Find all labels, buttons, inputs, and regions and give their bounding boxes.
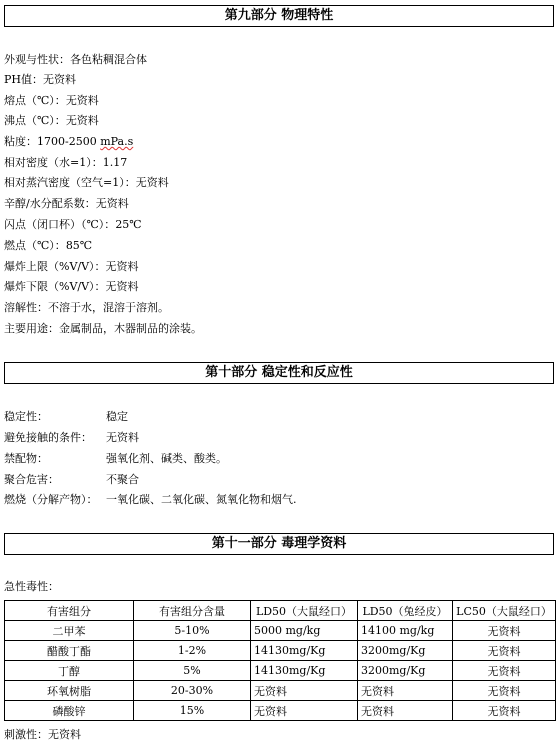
toxicity-table <box>4 600 556 721</box>
melting-point-value: 无资料 <box>65 94 99 107</box>
partition-coefficient-value: 无资料 <box>95 197 129 210</box>
relative-density-value: 1.17 <box>102 156 128 169</box>
ignition-point-label: 燃点（℃）： <box>4 239 66 252</box>
table-row <box>5 681 556 701</box>
section-9-header: 第九部分 物理特性 <box>4 5 554 27</box>
table-cell: 无资料 <box>251 681 358 701</box>
table-cell: 1-2% <box>134 641 251 661</box>
table-cell: 15% <box>134 701 251 721</box>
stability-row <box>4 407 128 427</box>
combustion-products-row <box>4 490 297 510</box>
melting-point-row <box>4 91 99 111</box>
main-use-row <box>4 319 202 339</box>
melting-point-label: 熔点（℃）： <box>4 94 66 107</box>
table-cell: 丁醇 <box>5 661 134 681</box>
stability-value: 稳定 <box>106 410 128 423</box>
table-row <box>5 621 556 641</box>
section-10-header: 第十部分 稳定性和反应性 <box>4 362 554 384</box>
table-cell: 5000 mg/kg <box>251 621 358 641</box>
flash-point-row <box>4 215 142 235</box>
table-cell: 3200mg/Kg <box>358 661 453 681</box>
table-cell: 环氧树脂 <box>5 681 134 701</box>
table-cell: 无资料 <box>453 681 556 701</box>
ph-row <box>4 70 76 90</box>
table-cell: 无资料 <box>453 661 556 681</box>
partition-coefficient-label: 辛醇/水分配系数： <box>4 197 96 210</box>
explosion-upper-row <box>4 257 139 277</box>
conditions-to-avoid-row <box>4 428 139 448</box>
viscosity-value: 1700-2500 <box>37 135 101 148</box>
irritation-label: 刺激性： <box>4 728 48 741</box>
vapor-density-value: 无资料 <box>135 176 169 189</box>
flash-point-label: 闪点（闭口杯）（℃）： <box>4 218 116 231</box>
ph-value: 无资料 <box>43 73 76 86</box>
combustion-products-value: 一氧化碳、二氧化碳、氮氧化物和烟气. <box>106 493 297 506</box>
table-cell: 14100 mg/kg <box>358 621 453 641</box>
combustion-products-label: 燃烧（分解产物）： <box>4 493 98 506</box>
appearance-value: 各色粘稠混合体 <box>70 53 147 66</box>
table-header-row <box>5 601 556 621</box>
explosion-lower-value: 无资料 <box>105 280 139 293</box>
header-ld50-oral: LD50（大鼠经口） <box>251 601 358 621</box>
table-cell: 磷酸锌 <box>5 701 134 721</box>
table-row <box>5 641 556 661</box>
table-row <box>5 701 556 721</box>
vapor-density-row <box>4 173 169 193</box>
relative-density-label: 相对密度（水=1）： <box>4 156 103 169</box>
table-cell: 无资料 <box>251 701 358 721</box>
table-cell: 无资料 <box>453 641 556 661</box>
conditions-to-avoid-value: 无资料 <box>106 431 139 444</box>
table-cell: 无资料 <box>358 701 453 721</box>
viscosity-label: 粘度： <box>4 135 37 148</box>
irritation-row <box>4 725 81 745</box>
conditions-to-avoid-label: 避免接触的条件： <box>4 431 92 444</box>
ignition-point-row <box>4 236 92 256</box>
ph-label: PH值： <box>4 73 43 86</box>
header-ld50-dermal: LD50（兔经皮） <box>358 601 453 621</box>
partition-coefficient-row <box>4 194 129 214</box>
polymerization-label: 聚合危害： <box>4 473 59 486</box>
table-cell: 5% <box>134 661 251 681</box>
incompatible-materials-value: 强氧化剂、碱类、酸类。 <box>106 452 227 465</box>
vapor-density-label: 相对蒸汽密度（空气=1）： <box>4 176 136 189</box>
table-cell: 5-10% <box>134 621 251 641</box>
header-content: 有害组分含量 <box>134 601 251 621</box>
flash-point-value: 25℃ <box>115 218 142 231</box>
explosion-lower-row <box>4 277 139 297</box>
ignition-point-value: 85℃ <box>65 239 93 252</box>
viscosity-unit: mPa.s <box>100 135 134 148</box>
table-cell: 3200mg/Kg <box>358 641 453 661</box>
main-use-value: 金属制品，木器制品的涂装。 <box>59 322 202 335</box>
table-cell: 醋酸丁酯 <box>5 641 134 661</box>
header-lc50: LC50（大鼠经口） <box>453 601 556 621</box>
header-component: 有害组分 <box>5 601 134 621</box>
incompatible-materials-row <box>4 449 227 469</box>
viscosity-row <box>4 132 133 152</box>
incompatible-materials-label: 禁配物： <box>4 452 48 465</box>
table-cell: 二甲苯 <box>5 621 134 641</box>
relative-density-row <box>4 153 127 173</box>
table-cell: 14130mg/Kg <box>251 641 358 661</box>
acute-toxicity-label: 急性毒性： <box>4 580 59 593</box>
polymerization-value: 不聚合 <box>106 473 139 486</box>
solubility-row <box>4 298 169 318</box>
boiling-point-value: 无资料 <box>65 114 99 127</box>
polymerization-row <box>4 470 139 490</box>
table-cell: 14130mg/Kg <box>251 661 358 681</box>
solubility-value: 不溶于水，混溶于溶剂。 <box>48 301 169 314</box>
explosion-upper-value: 无资料 <box>105 260 139 273</box>
irritation-value: 无资料 <box>48 728 81 741</box>
boiling-point-label: 沸点（℃）： <box>4 114 66 127</box>
table-cell: 无资料 <box>453 701 556 721</box>
table-cell: 无资料 <box>453 621 556 641</box>
appearance-row <box>4 50 147 70</box>
table-cell: 20-30% <box>134 681 251 701</box>
table-row <box>5 661 556 681</box>
appearance-label: 外观与性状： <box>4 53 70 66</box>
main-use-label: 主要用途： <box>4 322 59 335</box>
solubility-label: 溶解性： <box>4 301 48 314</box>
explosion-upper-label: 爆炸上限（%V/V）： <box>4 260 106 273</box>
explosion-lower-label: 爆炸下限（%V/V）： <box>4 280 106 293</box>
section-11-header: 第十一部分 毒理学资料 <box>4 533 554 555</box>
boiling-point-row <box>4 111 99 131</box>
stability-label: 稳定性： <box>4 410 48 423</box>
table-cell: 无资料 <box>358 681 453 701</box>
